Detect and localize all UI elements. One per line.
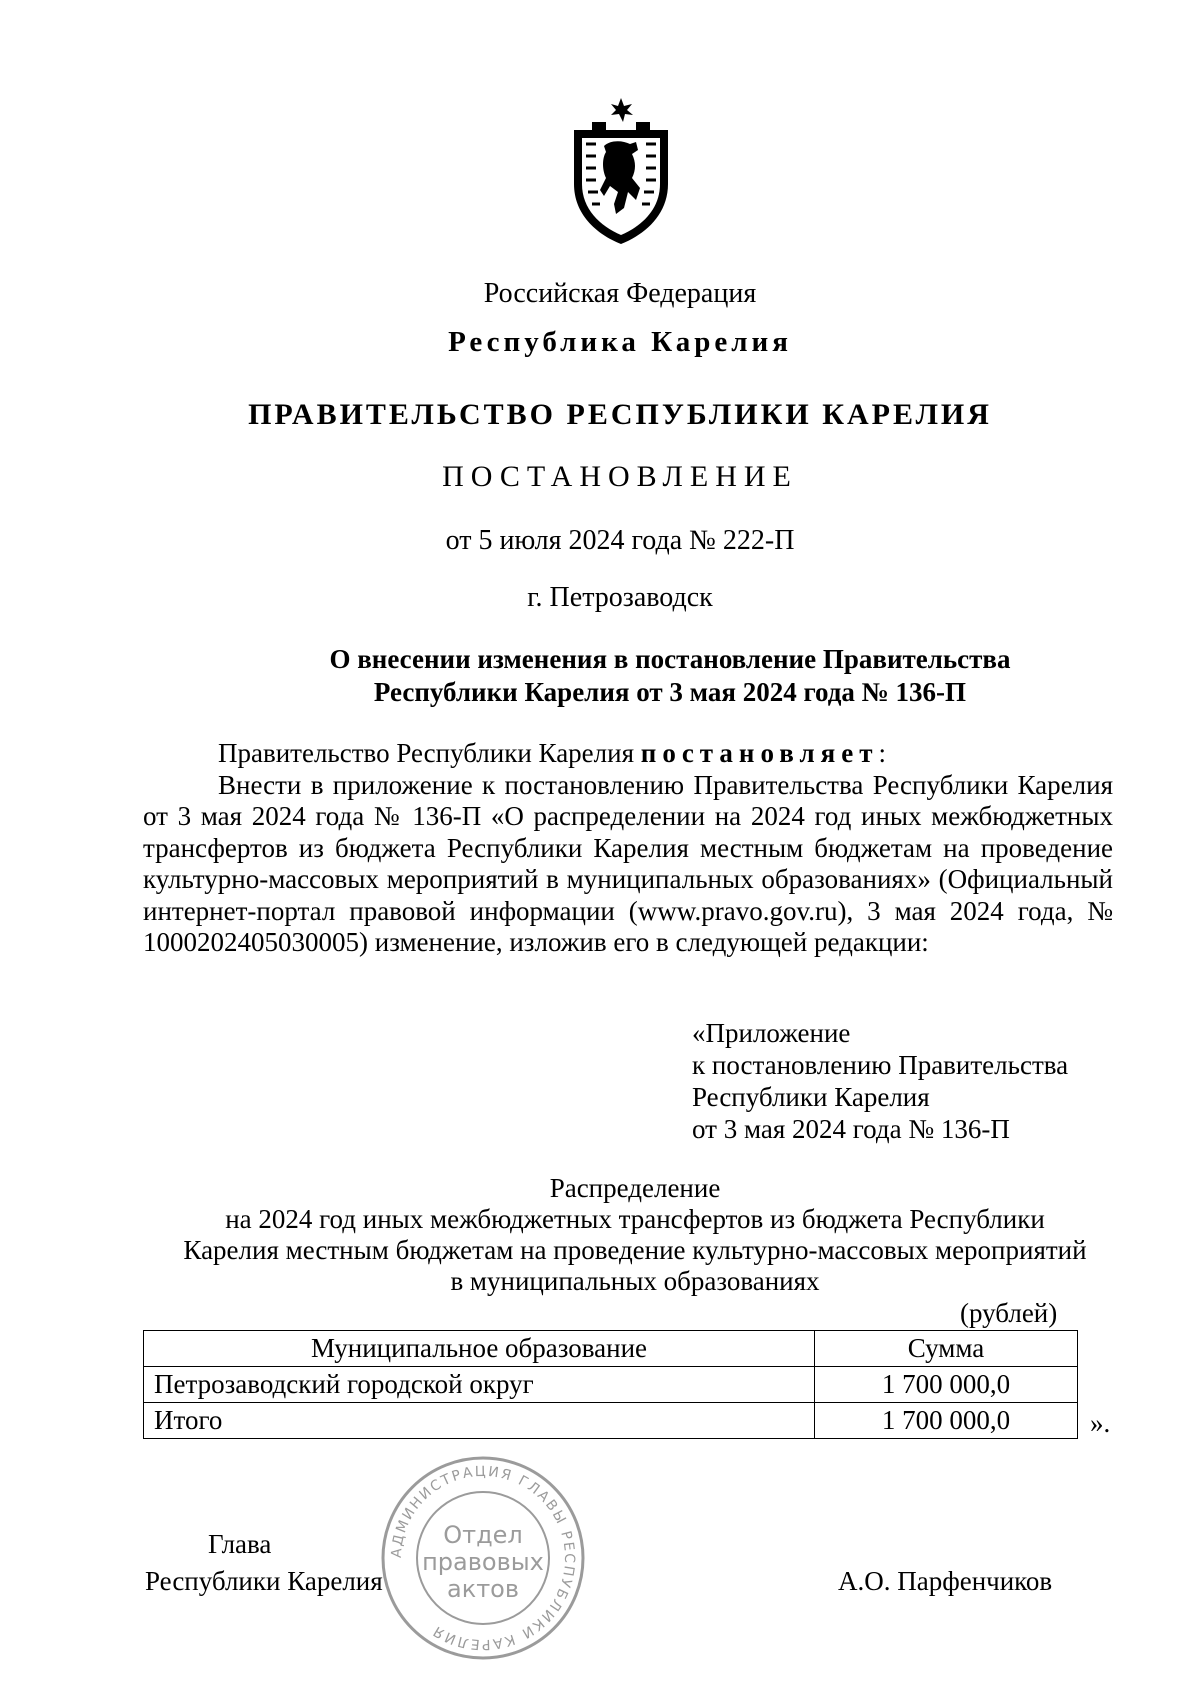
- stamp-text-line1: Отдел: [443, 1521, 523, 1549]
- header-municipality: Муниципальное образование: [144, 1331, 815, 1367]
- intro-paragraph: [143, 738, 1113, 770]
- closing-quote: ».: [1090, 1408, 1111, 1438]
- appendix-line4: от 3 мая 2024 года № 136-П: [692, 1114, 1010, 1144]
- intro-prefix: Правительство Республики Карелия: [218, 738, 641, 768]
- country-name: Российская Федерация: [483, 278, 757, 309]
- table-row: [144, 1403, 1078, 1439]
- document-type: ПОСТАНОВЛЕНИЕ: [442, 460, 798, 493]
- table-row: [144, 1367, 1078, 1403]
- document-city: г. Петрозаводск: [527, 582, 713, 613]
- main-paragraph: Внести в приложение к постановлению Правительства Республики Карелия от 3 мая 2024 года № 136-П «О распределении на 2024 год иных межбюджетных трансфертов из бюджета Республики Карелия местным бюджетам на проведение культурно-массовых мероприятий в муниципальных образованиях» (Официальный интернет-портал правовой информации (www.pravo.gov.ru), 3 мая 2024 года, № 1000202405030005) изменение, изложив его в следующей редакции:: [143, 769, 1113, 957]
- signatory-name: А.О. Парфенчиков: [838, 1566, 1053, 1596]
- municipality-cell: Итого: [144, 1403, 815, 1439]
- header-amount: Сумма: [815, 1331, 1078, 1367]
- stamp-text-line2: правовых: [422, 1548, 544, 1576]
- amount-cell: 1 700 000,0: [815, 1403, 1078, 1439]
- document-title-line1: О внесении изменения в постановление Правительства: [329, 644, 1011, 674]
- municipality-cell: Петрозаводский городской округ: [144, 1367, 815, 1403]
- units-label: (рублей): [960, 1298, 1058, 1328]
- signatory-title-line1: Глава: [208, 1529, 272, 1559]
- legal-department-stamp: [378, 1453, 588, 1663]
- appendix-reference: [692, 1017, 1068, 1145]
- distribution-title: Распределение: [549, 1173, 721, 1203]
- stamp-ring-text: АДМИНИСТРАЦИЯ ГЛАВЫ РЕСПУБЛИКИ КАРЕЛИЯ: [388, 1463, 578, 1653]
- intro-verb: постановляет: [640, 738, 879, 768]
- stamp-text-line3: актов: [446, 1575, 520, 1603]
- amount-cell: 1 700 000,0: [815, 1367, 1078, 1403]
- signatory-title-line2: Республики Карелия: [145, 1566, 383, 1596]
- government-name: ПРАВИТЕЛЬСТВО РЕСПУБЛИКИ КАРЕЛИЯ: [248, 398, 992, 431]
- distribution-table: [143, 1330, 1078, 1439]
- distribution-line1: на 2024 год иных межбюджетных трансфертов из бюджета Республики: [225, 1204, 1045, 1234]
- resolution-body: [143, 738, 1113, 959]
- republic-name: Республика Карелия: [448, 326, 792, 358]
- appendix-line3: Республики Карелия: [692, 1082, 930, 1112]
- distribution-heading: [160, 1173, 1110, 1297]
- intro-suffix: :: [878, 738, 887, 768]
- appendix-line2: к постановлению Правительства: [692, 1050, 1069, 1080]
- distribution-line3: в муниципальных образованиях: [450, 1266, 820, 1296]
- appendix-line1: «Приложение: [692, 1018, 851, 1048]
- distribution-line2: Карелия местным бюджетам на проведение культурно-массовых мероприятий: [183, 1235, 1087, 1265]
- table-header-row: [144, 1331, 1078, 1367]
- document-date-number: от 5 июля 2024 года № 222-П: [445, 525, 795, 556]
- document-title: [300, 643, 1040, 709]
- coat-of-arms-emblem: [566, 96, 676, 246]
- document-title-line2: Республики Карелия от 3 мая 2024 года № 136-П: [373, 677, 967, 707]
